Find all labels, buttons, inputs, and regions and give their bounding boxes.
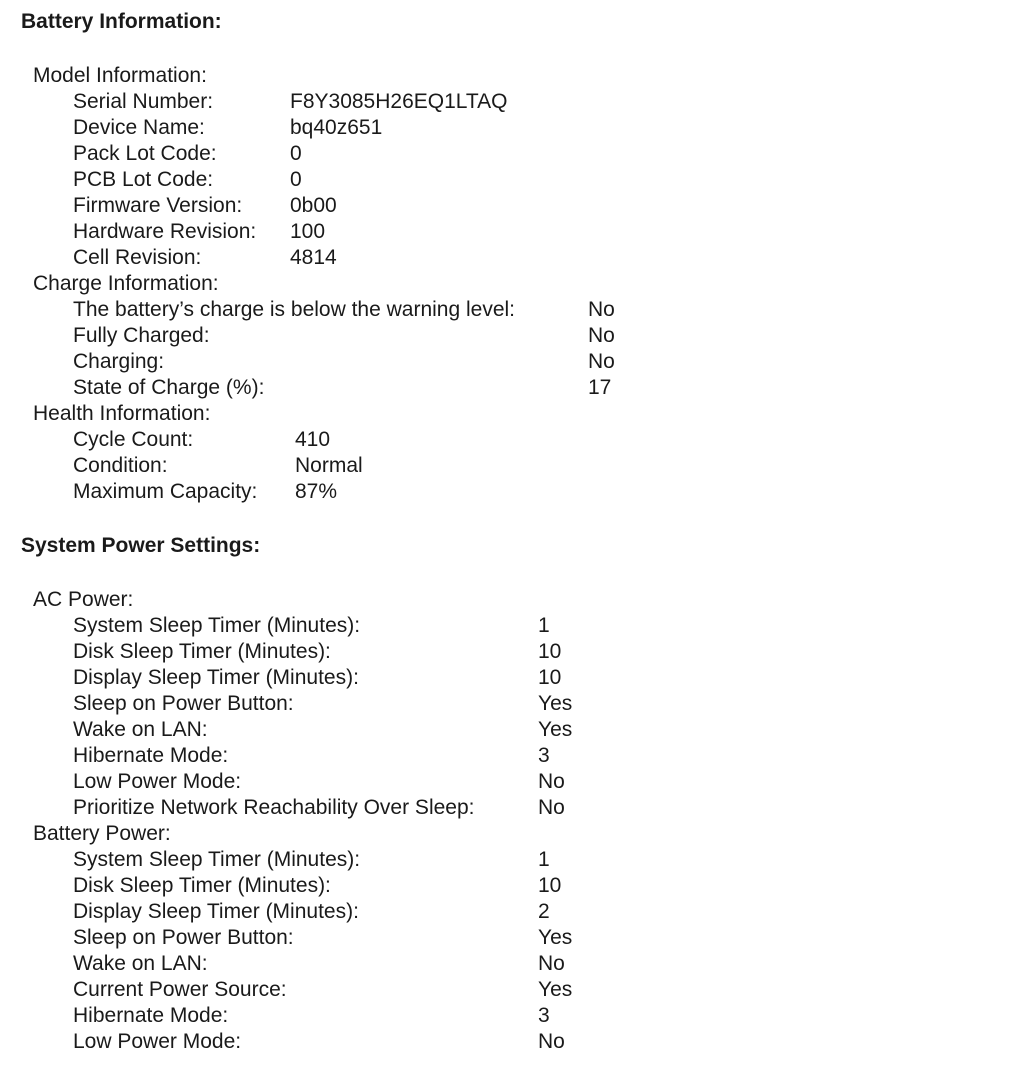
row-value: 1: [538, 848, 550, 871]
row-value: No: [588, 350, 615, 373]
row-label: Hibernate Mode:: [73, 744, 229, 767]
model-information-heading: Model Information:: [33, 64, 207, 87]
row-value: F8Y3085H26EQ1LTAQ: [290, 90, 508, 113]
row-label: Disk Sleep Timer (Minutes):: [73, 640, 331, 663]
row-value: Yes: [538, 692, 573, 715]
row-label: Cell Revision:: [73, 246, 202, 269]
row-label: Sleep on Power Button:: [73, 926, 294, 949]
row-label: Condition:: [73, 454, 168, 477]
row-label: Display Sleep Timer (Minutes):: [73, 900, 359, 923]
row-label: Sleep on Power Button:: [73, 692, 294, 715]
row-label: State of Charge (%):: [73, 376, 265, 399]
battery-power-heading: Battery Power:: [33, 822, 171, 845]
row-value: 100: [290, 220, 326, 243]
row-value: 10: [538, 666, 562, 689]
row-label: Low Power Mode:: [73, 770, 242, 793]
row-value: Normal: [295, 454, 363, 477]
row-value: Yes: [538, 718, 573, 741]
row-value: 17: [588, 376, 612, 399]
row-value: 410: [295, 428, 331, 451]
row-value: Yes: [538, 926, 573, 949]
row-label: Wake on LAN:: [73, 952, 208, 975]
row-label: Wake on LAN:: [73, 718, 208, 741]
row-value: No: [538, 770, 565, 793]
row-label: The battery’s charge is below the warning level:: [73, 298, 516, 321]
row-value: No: [588, 298, 615, 321]
row-value: 0b00: [290, 194, 337, 217]
row-value: No: [538, 1030, 565, 1053]
row-value: 3: [538, 744, 550, 767]
row-value: 87%: [295, 480, 338, 503]
row-label: System Sleep Timer (Minutes):: [73, 614, 361, 637]
row-value: Yes: [538, 978, 573, 1001]
row-label: Low Power Mode:: [73, 1030, 242, 1053]
row-label: Pack Lot Code:: [73, 142, 217, 165]
row-value: 3: [538, 1004, 550, 1027]
row-value: 2: [538, 900, 550, 923]
row-label: Display Sleep Timer (Minutes):: [73, 666, 359, 689]
row-value: 1: [538, 614, 550, 637]
row-value: 0: [290, 142, 302, 165]
row-label: Device Name:: [73, 116, 205, 139]
battery-information-title: Battery Information:: [21, 10, 222, 33]
row-label: Cycle Count:: [73, 428, 194, 451]
row-value: 10: [538, 640, 562, 663]
row-label: Serial Number:: [73, 90, 214, 113]
row-value: bq40z651: [290, 116, 383, 139]
charge-information-heading: Charge Information:: [33, 272, 219, 295]
row-value: No: [538, 952, 565, 975]
row-label: Fully Charged:: [73, 324, 210, 347]
row-value: No: [538, 796, 565, 819]
row-label: Firmware Version:: [73, 194, 243, 217]
row-value: 0: [290, 168, 302, 191]
row-value: 10: [538, 874, 562, 897]
row-label: Charging:: [73, 350, 165, 373]
row-label: PCB Lot Code:: [73, 168, 214, 191]
row-label: Hibernate Mode:: [73, 1004, 229, 1027]
row-value: 4814: [290, 246, 337, 269]
ac-power-heading: AC Power:: [33, 588, 134, 611]
row-label: Maximum Capacity:: [73, 480, 258, 503]
health-information-heading: Health Information:: [33, 402, 211, 425]
row-label: Hardware Revision:: [73, 220, 257, 243]
row-label: System Sleep Timer (Minutes):: [73, 848, 361, 871]
row-label: Disk Sleep Timer (Minutes):: [73, 874, 331, 897]
system-power-settings-title: System Power Settings:: [21, 534, 261, 557]
row-label: Current Power Source:: [73, 978, 287, 1001]
row-value: No: [588, 324, 615, 347]
row-label: Prioritize Network Reachability Over Sleep:: [73, 796, 475, 819]
